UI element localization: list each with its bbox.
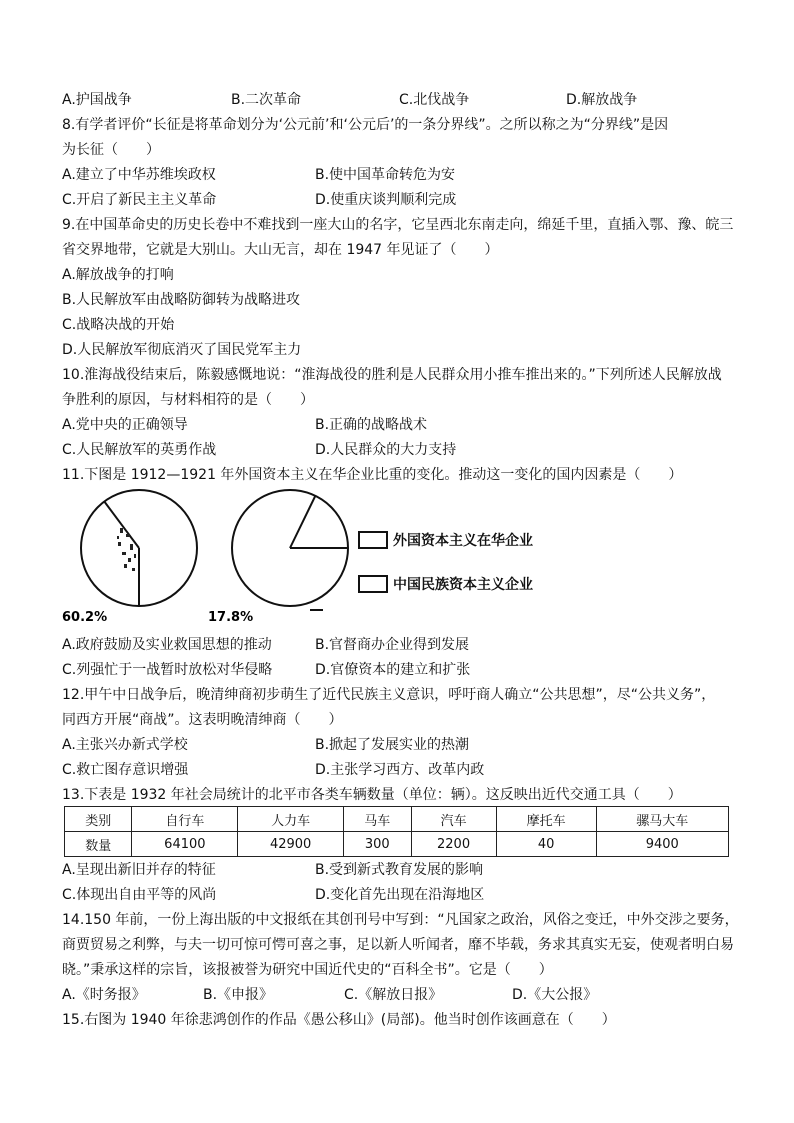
q9-option-b[interactable]: B.人民解放军由战略防御转为战略进攻 xyxy=(62,292,301,308)
q9-option-c[interactable]: C.战略决战的开始 xyxy=(62,317,175,333)
q8-option-c[interactable]: C.开启了新民主主义革命 xyxy=(62,192,217,208)
table-header-cell: 骡马大车 xyxy=(596,807,728,832)
pie-1912-label: 60.2% xyxy=(62,610,108,625)
q12-option-b[interactable]: B.掀起了发展实业的热潮 xyxy=(315,737,470,753)
pie-1912-hatching xyxy=(117,528,136,571)
table-row-label: 数量 xyxy=(65,832,132,857)
q14-option-a[interactable]: A.《时务报》 xyxy=(62,987,146,1003)
q11-option-b[interactable]: B.官督商办企业得到发展 xyxy=(315,637,470,653)
q7-option-d[interactable]: D.解放战争 xyxy=(566,92,638,108)
q8-option-a[interactable]: A.建立了中华苏维埃政权 xyxy=(62,167,216,183)
q13-option-b[interactable]: B.受到新式教育发展的影响 xyxy=(315,862,484,878)
pie-1912-slice-edge-2 xyxy=(104,502,139,548)
q14-stem-line1: 14.150 年前，一份上海出版的中文报纸在其创刊号中写到：“凡国家之政治，风俗之变迁，中外交涉之要务， xyxy=(62,912,739,928)
table-header-cell: 摩托车 xyxy=(496,807,596,832)
legend-label-foreign: 外国资本主义在华企业 xyxy=(393,533,533,549)
table-row xyxy=(65,832,729,857)
q13-stem: 13.下表是 1932 年社会局统计的北平市各类车辆数量（单位：辆）。这反映出近代交通工具（ ） xyxy=(62,787,682,803)
table-cell: 300 xyxy=(344,832,411,857)
q10-option-c[interactable]: C.人民解放军的英勇作战 xyxy=(62,442,217,458)
table-header-cell: 自行车 xyxy=(132,807,238,832)
q8-option-b[interactable]: B.使中国革命转危为安 xyxy=(315,167,456,183)
q10-option-a[interactable]: A.党中央的正确领导 xyxy=(62,417,188,433)
q12-option-c[interactable]: C.救亡图存意识增强 xyxy=(62,762,189,778)
table-header-cell: 人力车 xyxy=(238,807,344,832)
pie-1921-slice-edge-2 xyxy=(290,496,315,548)
q12-stem-line1: 12.甲午中日战争后，晚清绅商初步萌生了近代民族主义意识，呼吁商人确立“公共思想”，尽“公共义务”， xyxy=(62,687,716,703)
q7-option-c[interactable]: C.北伐战争 xyxy=(399,92,470,108)
q13-option-d[interactable]: D.变化首先出现在沿海地区 xyxy=(315,887,485,903)
q15-stem: 15.右图为 1940 年徐悲鸿创作的作品《愚公移山》(局部)。他当时创作该画意在（ ） xyxy=(62,1012,616,1028)
q14-option-d[interactable]: D.《大公报》 xyxy=(512,987,598,1003)
table-header-cell: 汽车 xyxy=(411,807,496,832)
q9-option-d[interactable]: D.人民解放军彻底消灭了国民党军主力 xyxy=(62,342,302,358)
q11-option-a[interactable]: A.政府鼓励及实业救国思想的推动 xyxy=(62,637,272,653)
vehicle-count-table xyxy=(64,806,729,857)
q10-option-b[interactable]: B.正确的战略战术 xyxy=(315,417,428,433)
legend-label-domestic: 中国民族资本主义企业 xyxy=(393,577,533,593)
q10-option-d[interactable]: D.人民群众的大力支持 xyxy=(315,442,457,458)
legend-box-foreign xyxy=(358,531,388,549)
q14-stem-line3: 晓。”秉承这样的宗旨，该报被誉为研究中国近代史的“百科全书”。它是（ ） xyxy=(62,962,553,978)
q13-option-c[interactable]: C.体现出自由平等的风尚 xyxy=(62,887,217,903)
table-header-cell: 马车 xyxy=(344,807,411,832)
table-cell: 64100 xyxy=(132,832,238,857)
table-cell: 9400 xyxy=(596,832,728,857)
q14-option-c[interactable]: C.《解放日报》 xyxy=(344,987,443,1003)
q11-option-d[interactable]: D.官僚资本的建立和扩张 xyxy=(315,662,471,678)
q14-stem-line2: 商贾贸易之利弊，与夫一切可惊可愕可喜之事，足以新人听闻者，靡不毕载，务求其真实无妄，使观者明白易 xyxy=(62,937,734,953)
q9-stem-line2: 省交界地带，它就是大别山。大山无言，却在 1947 年见证了（ ） xyxy=(62,242,499,258)
q11-option-c[interactable]: C.列强忙于一战暂时放松对华侵略 xyxy=(62,662,273,678)
q14-option-b[interactable]: B.《申报》 xyxy=(203,987,274,1003)
q8-stem-line1: 8.有学者评价“长征是将革命划分为‘公元前’和‘公元后’的一条分界线”。之所以称之为“分界线”是因 xyxy=(62,117,669,133)
pie-1921-label: 17.8% xyxy=(208,610,254,625)
table-cell: 40 xyxy=(496,832,596,857)
table-header-cell: 类别 xyxy=(65,807,132,832)
legend-box-domestic xyxy=(358,575,388,593)
q12-stem-line2: 同西方开展“商战”。这表明晚清绅商（ ） xyxy=(62,712,343,728)
q8-option-d[interactable]: D.使重庆谈判顺利完成 xyxy=(315,192,457,208)
q11-pie-charts xyxy=(60,488,360,628)
q9-stem-line1: 9.在中国革命史的历史长卷中不难找到一座大山的名字，它呈西北东南走向，绵延千里，直插入鄂、豫、皖三 xyxy=(62,217,734,233)
q7-option-a[interactable]: A.护国战争 xyxy=(62,92,132,108)
q10-stem-line1: 10.淮海战役结束后，陈毅感慨地说：“淮海战役的胜利是人民群众用小推车推出来的。”下列所述人民解放战 xyxy=(62,367,722,383)
q9-option-a[interactable]: A.解放战争的打响 xyxy=(62,267,174,283)
q7-option-b[interactable]: B.二次革命 xyxy=(231,92,302,108)
q8-stem-line2: 为长征（ ） xyxy=(62,142,160,158)
table-cell: 2200 xyxy=(411,832,496,857)
q13-option-a[interactable]: A.呈现出新旧并存的特征 xyxy=(62,862,216,878)
q12-option-a[interactable]: A.主张兴办新式学校 xyxy=(62,737,188,753)
q11-stem: 11.下图是 1912—1921 年外国资本主义在华企业比重的变化。推动这一变化的国内因素是（ ） xyxy=(62,467,683,483)
table-cell: 42900 xyxy=(238,832,344,857)
table-header-row xyxy=(65,807,729,832)
q12-option-d[interactable]: D.主张学习西方、改革内政 xyxy=(315,762,485,778)
q10-stem-line2: 争胜利的原因，与材料相符的是（ ） xyxy=(62,392,314,408)
